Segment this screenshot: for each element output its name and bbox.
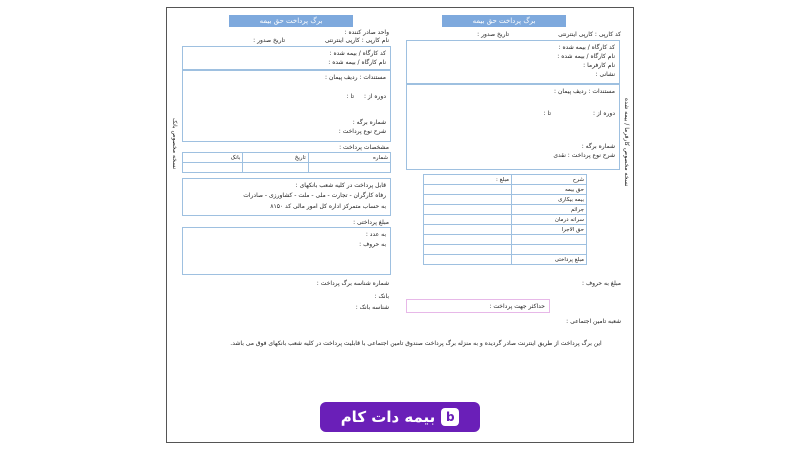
left-period-from: دوره از : [363,93,386,100]
right-period-to: تا : [543,110,551,117]
left-issue-date: تاریخ صدور : [253,37,285,44]
left-bank: بانک : [374,293,389,300]
left-sheet-number: شماره برگه : [352,119,386,126]
left-documents-box [182,70,391,142]
left-amount-label: مبلغ پرداختی : [353,219,389,226]
right-period-from: دوره از : [592,110,615,117]
table-cell: حق الاجرا [512,225,587,235]
right-amount-table [423,174,587,265]
table-row [424,195,587,205]
table-cell: سرانه درمان [512,215,587,225]
brand-name: بیمه دات کام [340,408,436,426]
left-payable-label: قابل پرداخت در کلیه شعب بانکهای : [295,182,386,189]
left-workshop-name: نام کارگاه / بیمه شده : [328,59,386,66]
right-sheet-number: شماره برگه : [581,143,615,150]
right-employer-code: کد کارپی : کارپی اینترنتی [558,31,621,38]
right-copy-label: نسخه مخصوص کارفرما / بیمه شده [623,98,630,187]
brand-logo [320,402,480,432]
table-cell: بیمه بیکاری [512,195,587,205]
table-head-amount: مبلغ : [424,175,512,185]
right-workshop-box [406,40,620,84]
left-workshop-box [182,46,391,70]
table-cell [512,245,587,255]
right-workshop-name: نام کارگاه / بیمه شده : [557,53,615,60]
left-amount-number: به عدد : [365,231,386,238]
table-row [424,225,587,235]
left-tracking: شماره شناسه برگ پرداخت : [316,280,389,287]
left-form-title: برگ پرداخت حق بیمه [229,15,353,27]
left-banks-list: رفاه کارگران - تجارت - ملی - ملت - کشاورزی - صادرات [243,192,386,199]
table-row [424,255,587,265]
right-max-payment-box [406,299,550,313]
right-workshop-code: کد کارگاه / بیمه شده : [558,44,615,51]
left-banks-box [182,178,391,216]
right-address: نشانی : [595,71,615,78]
footer-note: این برگ پرداخت از طریق اینترنت صادر گردیده و به منزله برگ پرداخت صندوق تامین اجتماعی با قابلیت پرداخت در کلیه شعب بانکهای فوق می باشد. [230,340,602,347]
left-account: به حساب متمرکز اداره کل امور مالی کد ۸۱۵۰ [270,203,386,210]
table-head-desc: شرح [512,175,587,185]
table-cell [512,235,587,245]
table-row [424,185,587,195]
right-form-title: برگ پرداخت حق بیمه [442,15,566,27]
table-row [424,205,587,215]
right-documents-box [406,84,620,170]
left-period-to: تا : [346,93,354,100]
table-row [424,175,587,185]
left-specs-label: مشخصات پرداخت : [339,144,389,151]
right-employer-name: نام کارفرما : [583,62,615,69]
right-branch: شعبه تامین اجتماعی : [566,318,621,325]
left-bank-id: شناسه بانک : [355,304,389,311]
specs-col-number: شماره [308,153,390,163]
left-employer-code: نام کارپی : کارپی اینترنتی [324,37,389,44]
left-payment-type: شرح نوع پرداخت : [338,128,386,135]
insurance-payment-form [166,7,634,443]
table-row [183,163,391,173]
right-payment-type: شرح نوع پرداخت : نقدی [553,152,615,159]
right-issue-date: تاریخ صدور : [477,31,509,38]
left-specs-table [182,152,391,173]
left-issuer: واحد صادر کننده : [344,29,389,36]
left-copy-label: نسخه مخصوص بانک [171,118,178,170]
specs-col-bank: بانک [183,153,243,163]
table-row [183,153,391,163]
left-contract-row: مستندات : ردیف پیمان : [325,74,386,81]
right-contract-row: مستندات : ردیف پیمان : [554,88,615,95]
right-max-payment: حداکثر جهت پرداخت : [489,303,545,310]
left-amount-words: به حروف : [359,241,386,248]
specs-col-date: تاریخ [243,153,309,163]
table-row [424,215,587,225]
left-amount-box [182,227,391,275]
table-row [424,235,587,245]
left-workshop-code: کد کارگاه / بیمه شده : [329,50,386,57]
right-amount-words: مبلغ به حروف : [582,280,621,287]
b-icon: b [441,408,459,426]
table-cell: مبلغ پرداختی [512,255,587,265]
table-cell: حق بیمه [512,185,587,195]
table-cell: جرائم [512,205,587,215]
table-row [424,245,587,255]
